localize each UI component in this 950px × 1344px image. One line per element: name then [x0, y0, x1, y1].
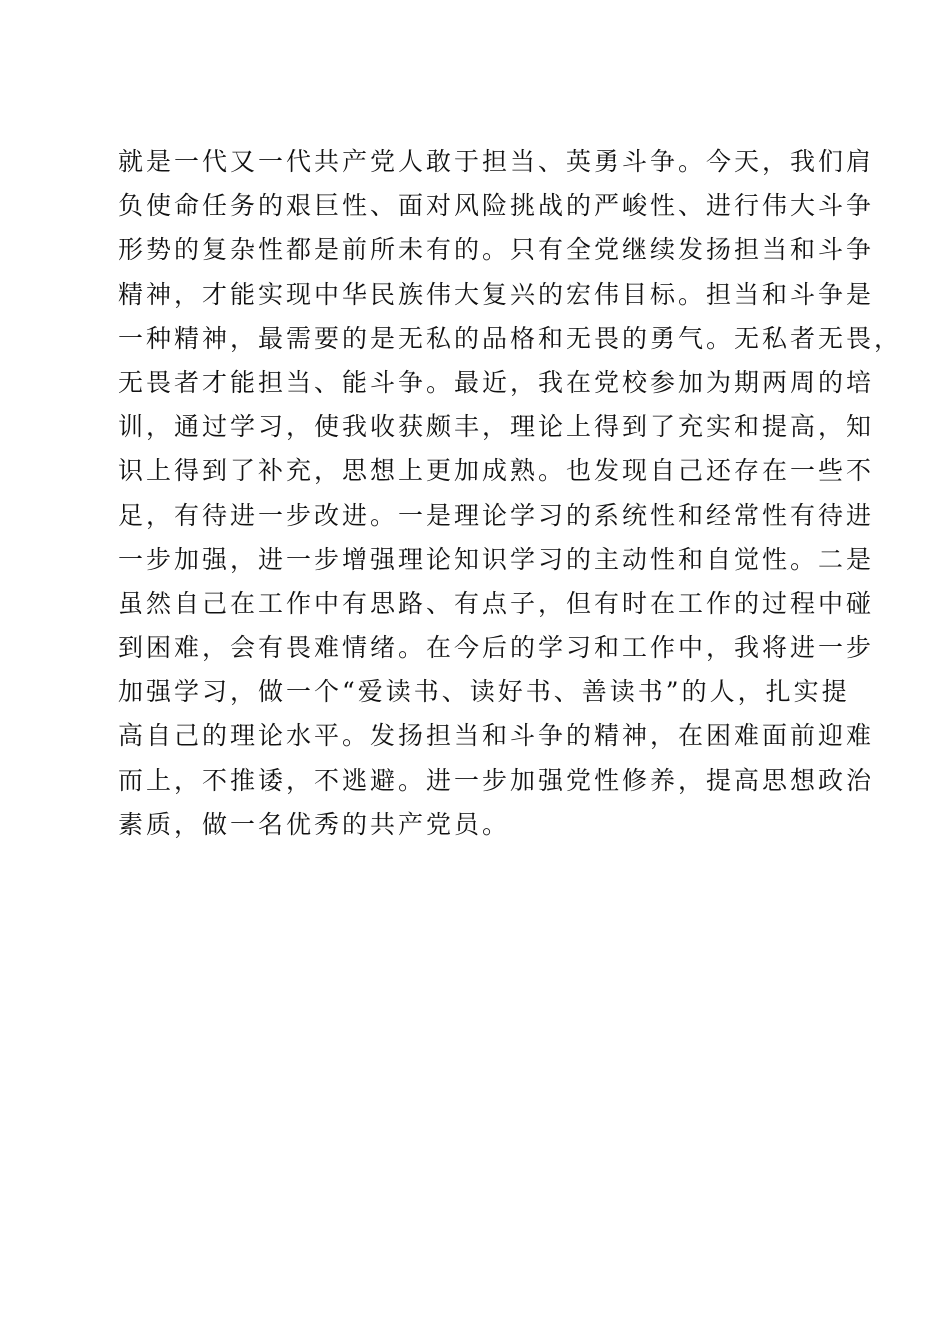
- paragraph-line: 负使命任务的艰巨性、面对风险挑战的严峻性、进行伟大斗争: [118, 191, 875, 221]
- paragraph-line: 素质，做一名优秀的共产党员。: [118, 809, 511, 839]
- paragraph-line: 训，通过学习，使我收获颇丰，理论上得到了充实和提高，知: [118, 412, 875, 442]
- paragraph-line: 就是一代又一代共产党人敢于担当、英勇斗争。今天，我们肩: [118, 147, 875, 176]
- paragraph-line: 而上，不推诿，不逃避。进一步加强党性修养，提高思想政治: [118, 765, 875, 795]
- paragraph-line: 形势的复杂性都是前所未有的。只有全党继续发扬担当和斗争: [118, 235, 875, 265]
- paragraph-line: 虽然自己在工作中有思路、有点子，但有时在工作的过程中碰: [118, 588, 875, 618]
- paragraph-line: 足，有待进一步改进。一是理论学习的系统性和经常性有待进: [118, 500, 875, 530]
- paragraph-line: 无畏者才能担当、能斗争。最近，我在党校参加为期两周的培: [118, 367, 875, 397]
- paragraph-line: 识上得到了补充，思想上更加成熟。也发现自己还存在一些不: [118, 456, 875, 486]
- body-paragraph: [118, 140, 903, 847]
- paragraph-line: 高自己的理论水平。发扬担当和斗争的精神，在困难面前迎难: [118, 721, 875, 751]
- paragraph-line: 一步加强，进一步增强理论知识学习的主动性和自觉性。二是: [118, 544, 875, 574]
- paragraph-line: 精神，才能实现中华民族伟大复兴的宏伟目标。担当和斗争是: [118, 279, 875, 309]
- paragraph-line: 到困难，会有畏难情绪。在今后的学习和工作中，我将进一步: [118, 633, 875, 663]
- paragraph-line: 加强学习，做一个“爱读书、读好书、善读书”的人，扎实提: [118, 677, 850, 707]
- paragraph-line: 一种精神，最需要的是无私的品格和无畏的勇气。无私者无畏，: [118, 323, 903, 353]
